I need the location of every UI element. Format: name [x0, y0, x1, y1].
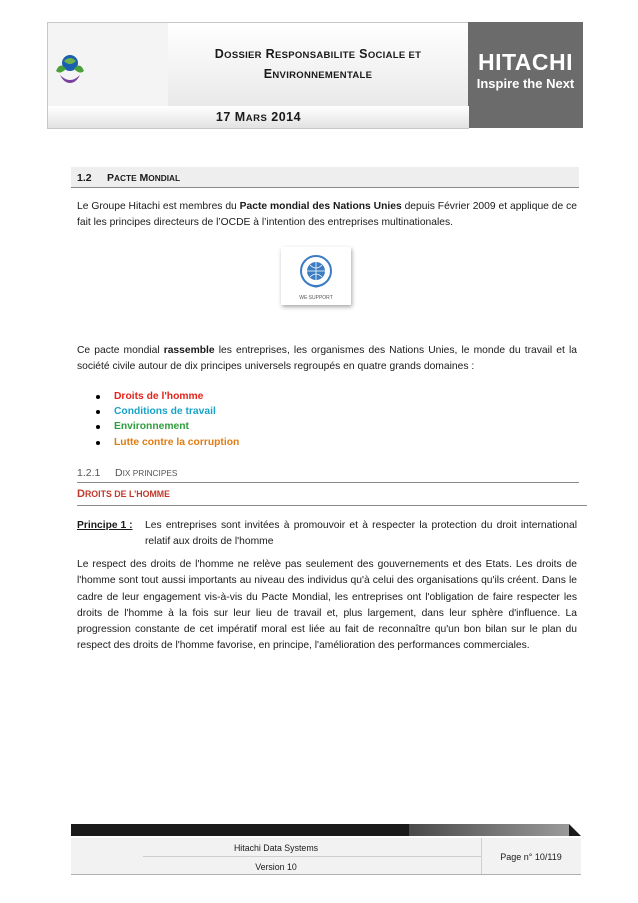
bullet-icon — [96, 410, 100, 414]
subsection-title: DIX PRINCIPES — [115, 467, 178, 479]
pacte-text-a: Ce pacte mondial — [77, 345, 164, 356]
list-item — [96, 404, 239, 419]
list-item — [96, 419, 239, 434]
principe-label: Principe 1 : — [77, 520, 133, 531]
list-item — [96, 435, 239, 450]
domains-list — [96, 389, 239, 450]
divider — [143, 856, 481, 857]
un-globe-icon — [281, 247, 351, 305]
bullet-icon — [96, 395, 100, 399]
divider — [77, 505, 587, 506]
subsection-number: 1.2.1 — [77, 467, 101, 479]
intro-paragraph — [77, 199, 577, 232]
pacte-text-bold: rassemble — [163, 345, 215, 356]
droits-paragraph: Le respect des droits de l'homme ne relève pas seulement des gouvernements et des Etats. Les droits de l'homme sont tout aussi importants au niveau des individus qu'à celui des organisations qu'ils créent. Dans le cadre de leur engagement vis-à-vis du Pacte Mondial, les entreprises ont l'obligation de faire respecter les droits de l'homme à la fois sur leur lieu de travail et, plus largement, dans leur sphère d'influence. La progression constante de cet impératif moral est liée au fait de reconnaître qu'un bon bilan sur le plan du respect des droits de l'homme favorise, en principe, l'amélioration des performances commerciales. — [77, 559, 577, 652]
brand-tagline: Inspire the Next — [476, 76, 575, 91]
subsection-heading — [77, 464, 579, 483]
footer-company: Hitachi Data Systems — [233, 843, 319, 853]
domain-label: Lutte contre la corruption — [114, 436, 240, 448]
global-compact-logo — [281, 247, 351, 305]
page-header — [47, 22, 583, 128]
intro-text-bold: Pacte mondial des Nations Unies — [239, 201, 402, 212]
document-title-line-1: DOSSIER RESPONSABILITE SOCIALE ET — [214, 47, 422, 61]
intro-text-a: Le Groupe Hitachi est membres du — [77, 201, 240, 212]
brand-name: HITACHI — [477, 49, 574, 75]
domain-label: Environnement — [114, 421, 189, 433]
intro-text-b: depuis Février 2009 et applique de ce fait les principes directeurs de l’OCDE à l’intention des entreprises multinationales. — [77, 201, 577, 229]
pacte-paragraph — [77, 343, 577, 376]
globe-hands-icon — [50, 41, 164, 91]
page-number: Page n° 10/119 — [500, 852, 562, 862]
document-date: 17 MARS 2014 — [47, 106, 469, 129]
footer-band-corner — [569, 824, 581, 836]
bullet-icon — [96, 425, 100, 429]
section-number: 1.2 — [77, 172, 92, 184]
logo-caption: WE SUPPORT — [299, 295, 333, 301]
document-title-line-2: ENVIRONNEMENTALE — [263, 67, 373, 81]
principe-text: Les entreprises sont invitées à promouvoir et à respecter la protection du droit international relatif aux droits de l'homme — [145, 520, 577, 547]
bullet-icon — [96, 441, 100, 445]
pacte-text-b: les entreprises, les organismes des Nations Unies, le monde du travail et la société civile autour de dix principes universels regroupés en quatre grands domaines : — [77, 345, 577, 373]
page-footer — [71, 838, 581, 875]
footer-band-gradient — [409, 824, 569, 836]
footer-version: Version 10 — [255, 862, 297, 872]
droits-heading: DROITS DE L’HOMME — [77, 488, 170, 500]
section-heading — [71, 167, 579, 188]
principe-1 — [77, 518, 577, 547]
section-title: PACTE MONDIAL — [107, 172, 181, 184]
list-item — [96, 389, 239, 404]
domain-label: Conditions de travail — [114, 406, 216, 418]
document-title — [168, 22, 469, 108]
footer-band — [71, 824, 581, 836]
hitachi-logo — [468, 22, 583, 128]
csr-logo — [47, 22, 169, 108]
domain-label: Droits de l'homme — [114, 391, 204, 402]
